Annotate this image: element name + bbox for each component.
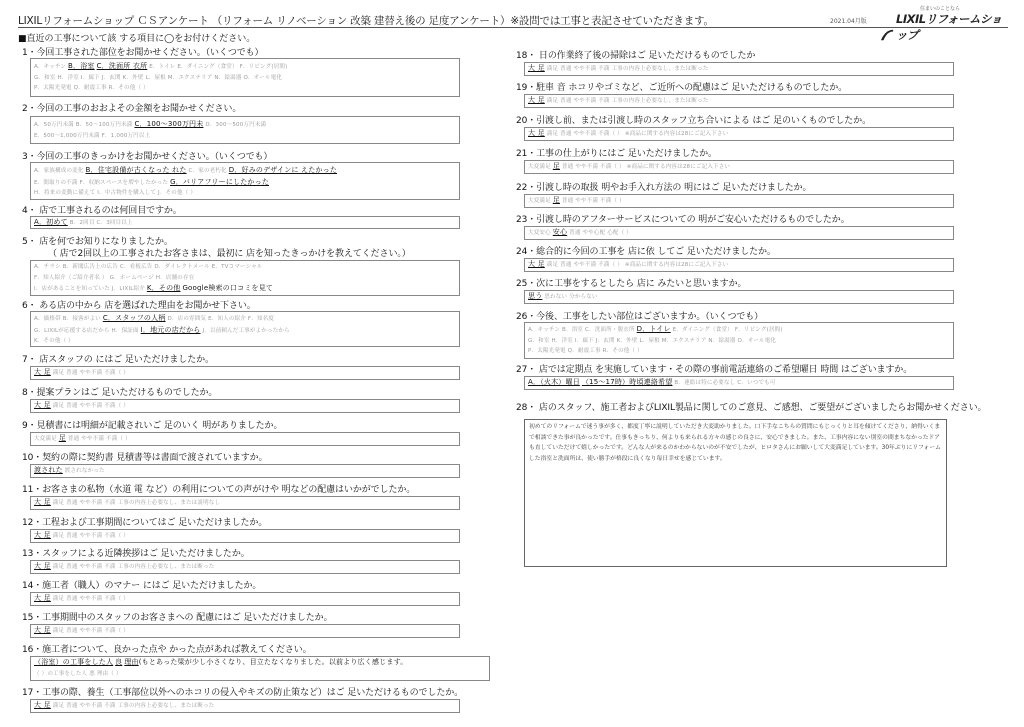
q17-options: 大 足 満足 普通 やや不満 不満 工事の内容上必要なし、または断った: [34, 701, 215, 709]
q2-options: A．50万円未満 B．50〜100万円未満 C．100〜300万円未 D．300〜500万円未満 E．500〜1,000万円未満 F．1,000万円以上: [34, 120, 267, 139]
q7-options: 大 足 満足 普通 やや不満 不満（ ）: [34, 368, 129, 376]
survey-title: LIXILリフォームショップ ＣＳアンケート （リフォーム リノベーション 改築 建替え後の 足度アンケート）※設問では工事と表記させていただきます。: [18, 15, 714, 27]
q17-label: 17・工事の際、養生（工事部位以外へのホコリの侵入やキズの防止策など）はご 足いただけるものでしたか。: [22, 688, 464, 698]
q20-options: 大 足 満足 普通 やや不満 不満（ ） ※商品に関する内容は28にご記入下さい: [528, 129, 729, 137]
q16-reason-label: 理由: [124, 658, 139, 666]
q2-label: 2・今回の工事のおおよその金額をお聞かせください。: [22, 104, 242, 114]
q5-options: A．チラシ B．新聞広告上の広告 C．看板広告 D．ダイレクトメール E．TVコマーシャル F．知人紹介（ご紹介者名 ） G．ホームページ H．店舗の存在 I．店があることを知っていた J．LIXIL紹介 K．その他 Google検索の口コミを見て: [34, 264, 274, 292]
q6-label: 6・ ある店の中から 店を選ばれた理由をお聞かせ下さい。: [22, 301, 256, 311]
q24-label: 24・総合的に今回の工事を 店に依 してご 足いただけましたか。: [516, 247, 776, 257]
q15-options: 大 足 満足 普通 やや不満 不満（ ）: [34, 626, 129, 634]
q18-selected[interactable]: 大 足: [528, 64, 545, 72]
q5-label: 5・ 店を何でお知りになりましたか。: [22, 237, 173, 247]
q28-comment-text: 初めてのリフォームで迷う事が多く、都度丁寧に説明していただき大変助かりました。口下手なこちらの質問にもじっくりと耳を傾けてくださり、納得いくまで相談できた事が良かったです。仕事もきっちり、何よりも来られる方々の感じの良さに、安心できました。また、工事内容にない別室の間まちなかったドアも直していただけて嬉しかったです。どんな人が来るのかわからないのが不安でしたが、ヒロタさんにお願いして大変満足しています。30年ぶりにリフォームした浴室と洗面所は、使い勝手が格段に良くなり毎日幸せを感じています。: [529, 424, 941, 462]
q8-label: 8・提案プランはご 足いただけるものでしたか。: [22, 388, 218, 398]
q11-options: 大 足 満足 普通 やや不満 不満 工事の内容上必要なし、または説明なし: [34, 498, 221, 506]
q4-label: 4・ 店で工事されるのは何回目ですか。: [22, 206, 182, 216]
q26-selected-toilet[interactable]: D．トイレ: [636, 325, 671, 333]
q19-options: 大 足 満足 普通 やや不満 不満 工事の内容上必要なし、または断った: [528, 96, 709, 104]
q24-selected[interactable]: 大 足: [528, 260, 545, 268]
q9-label: 9・見積書には明細が記載されいご 足のいく 明がありましたか。: [22, 421, 283, 431]
q19-label: 19・駐車 音 ホコリやゴミなど、ご近所への配慮はご 足いただけるものでしたか。: [516, 83, 848, 93]
q16-label: 16・施工者について、良かった点や かった点があれば教えてください。: [22, 645, 312, 655]
q11-label: 11・お客さまの私物（水道 電 など）の利用についての声がけや 明などの配慮はいかがでしたか。: [22, 485, 416, 495]
q5-selected-other[interactable]: K．その他: [146, 284, 181, 292]
q1-options: A．キッチン B．浴室 C．洗面所 衣所 E．トイレ E．ダイニング（食堂） F．リビング(居間) G．和室 H．洋室 I．廊下 J．玄関 K．外壁 L．屋根 M．エクステリア N．給湯器 O．オール電化 P．太陽光発電 Q．耐震工事 R．その他（ ）: [34, 62, 288, 91]
q8-selected[interactable]: 大 足: [34, 401, 51, 409]
q27-options: A．（火木）曜日 （15〜17時）時頃連絡希望 B．連絡は特に必要なし C．いつでも可: [528, 378, 776, 386]
q25-selected[interactable]: 思う: [528, 292, 543, 300]
q5-sublabel: （ 店で2回以上の工事されたお客さまは、最初に 店を知ったきっかけを教えてください。）: [48, 249, 411, 259]
q3-selected-barrier-free[interactable]: G．バリアフリーにしたかった: [170, 177, 270, 186]
q3-selected-old-equipment[interactable]: B．住宅設備が古くなった れた: [85, 166, 187, 174]
q14-label: 14・施工者（職人）のマナー にはご 足いただけましたか。: [22, 581, 262, 591]
q22-label: 22・引渡し時の取扱 明やお手入れ方法の 明にはご 足いただけましたか。: [516, 183, 812, 193]
q13-selected[interactable]: 大 足: [34, 562, 51, 570]
q20-selected[interactable]: 大 足: [528, 129, 545, 137]
q1-selected-washroom[interactable]: C．洗面所 衣所: [96, 62, 148, 70]
form-version-date: 2021.04月版: [830, 18, 867, 25]
q9-selected[interactable]: 足: [58, 434, 66, 442]
q25-label: 25・次に工事をするとしたら 店に みたいと思いますか。: [516, 279, 747, 289]
logo-text: LIXILリフォームショップ: [896, 12, 1002, 42]
q21-options: 大変満足 足 普通 やや不満 不満（ ） ※商品に関する内容は28にご記入下さい: [528, 162, 731, 170]
right-column: [512, 0, 1012, 727]
q27-selected-day[interactable]: A．（火木）曜日: [528, 378, 580, 386]
q12-options: 大 足 満足 普通 やや不満 不満（ ）: [34, 531, 129, 539]
q14-options: 大 足 満足 普通 やや不満 不満（ ）: [34, 594, 129, 602]
q6-options: A．価格帯 B．接客がよい C．スタッフの人柄 D．店の雰囲気 E．知人の紹介 F．知名度 G．LIXILが応援する店だから H．保証面 I．地元の店だから J．以前頼んだ工事がよかったから K．その他（ ）: [34, 314, 290, 344]
q15-label: 15・工事期間中のスタッフのお客さまへの 配慮にはご 足いただけましたか。: [22, 613, 333, 623]
q23-options: 大変安心 安心 普通 やや心配 心配（ ）: [528, 228, 632, 236]
q3-options: A．家族構成の変化 B．住宅設備が古くなった れた C．家の老朽化 D．好みのデザインに えたかった E．間取りの不満 F．収納スペースを増やしたかった G．バリアフリーにしたかった H．将来の変動に備えて I．中古物件を購入して J．その他（ ）: [34, 166, 338, 196]
q16-worker-bath[interactable]: （浴室）の工事をした人: [34, 658, 114, 666]
q5-other-text[interactable]: Google検索の口コミを見て: [182, 284, 274, 292]
q26-options: A．キッチン B．浴室 C．洗面所・脱衣所 D．トイレ E．ダイニング（食堂） F．リビング(居間) G．和室 H．洋室 I．廊下 J．玄関 K．外壁 L．屋根 M．エクステリア N．給湯器 O．オール電化 P．太陽光発電 Q．耐震工事 R．その他（ ）: [528, 325, 783, 354]
q22-selected[interactable]: 足: [552, 196, 560, 204]
q25-options: 思う 思わない 分からない: [528, 292, 598, 300]
q7-selected[interactable]: 大 足: [34, 368, 51, 376]
q10-options: 渡された 渡されなかった: [34, 466, 105, 474]
q11-selected[interactable]: 大 足: [34, 498, 51, 506]
q12-label: 12・工程および工事期間についてはご 足いただけましたか。: [22, 518, 268, 528]
q8-options: 大 足 満足 普通 やや不満 不満（ ）: [34, 401, 129, 409]
q13-options: 大 足 満足 普通 やや不満 不満 工事の内容上必要なし、または断った: [34, 562, 215, 570]
q10-label: 10・契約の際に契約書 見積書等は書面で渡されていますか。: [22, 453, 268, 463]
q4-selected-first-time[interactable]: A．初めて: [34, 218, 68, 226]
q24-options: 大 足 満足 普通 やや不満 不満（ ） ※商品に関する内容は28にご記入下さい: [528, 260, 729, 268]
q16-options: （浴室）の工事をした人 良 理由(もとあった梁が少し小さくなり、目立たなくなりました。以前より広く感じます。 （ ）の工事をした人 悪 理由（ ）: [34, 658, 408, 677]
q15-selected[interactable]: 大 足: [34, 626, 51, 634]
q27-selected-time[interactable]: （15〜17時）時頃連絡希望: [581, 378, 673, 386]
left-column: [18, 0, 498, 727]
q12-selected[interactable]: 大 足: [34, 531, 51, 539]
q23-label: 23・引渡し時のアフターサービスについての 明がご安心いただけるものでしたか。: [516, 215, 850, 225]
q18-options: 大 足 満足 普通 やや不満 不満 工事の内容上必要なし、または断った: [528, 64, 709, 72]
q20-label: 20・引渡し前、または引渡し時のスタッフ立ち合いによる はご 足のいくものでしたか。: [516, 116, 871, 126]
q13-label: 13・スタッフによる近隣挨拶はご 足いただけましたか。: [22, 549, 250, 559]
q28-label: 28・ 店のスタッフ、施工者およびLIXIL製品に関してのご意見、ご感想、ご要望がございましたらお聞かせください。: [516, 403, 987, 413]
logo-tagline: 住まいのことなら: [920, 6, 961, 12]
q18-label: 18・ 日の作業終了後の掃除はご 足いただけるものでしたか: [516, 51, 756, 61]
q3-selected-design[interactable]: D．好みのデザインに えたかった: [228, 166, 338, 174]
q16-reason-text[interactable]: (もとあった梁が少し小さくなり、目立たなくなりました。以前より広く感じます。: [138, 658, 408, 666]
q10-selected[interactable]: 渡された: [34, 466, 63, 474]
q9-options: 大変満足 足 普通 やや不満 不満（ ）: [34, 434, 131, 442]
q17-selected[interactable]: 大 足: [34, 701, 51, 709]
q1-selected-bath[interactable]: B．浴室: [68, 62, 95, 70]
q6-selected-staff[interactable]: C．スタッフの人柄: [102, 314, 166, 322]
q23-selected[interactable]: 安心: [552, 228, 568, 236]
q6-selected-local[interactable]: I．地元の店だから: [140, 325, 201, 334]
q7-label: 7・ 店スタッフの にはご 足いただけましたか。: [22, 355, 214, 365]
q21-selected[interactable]: 足: [552, 162, 560, 170]
q26-label: 26・今後、工事をしたい部位はございますか。（いくつでも）: [516, 312, 764, 322]
q16-good[interactable]: 良: [115, 658, 123, 666]
q21-label: 21・工事の仕上がりにはご 足いただけましたか。: [516, 149, 717, 159]
q14-selected[interactable]: 大 足: [34, 594, 51, 602]
q19-selected[interactable]: 大 足: [528, 96, 545, 104]
q4-options: A．初めて B．2回目 C．3回目以上: [34, 218, 133, 226]
q27-label: 27・ 店では定期点 を実施しています・その際の事前電話連絡のご希望曜日 時間 はございますか。: [516, 365, 913, 375]
q3-label: 3・今回の工事のきっかけをお聞かせください。（いくつでも）: [22, 152, 273, 162]
q22-options: 大変満足 足 普通 やや不満 不満（ ）: [528, 196, 625, 204]
q2-selected-amount[interactable]: C．100〜300万円未: [134, 120, 204, 128]
section-title: ■直近の工事について該 する項目に◯をお付けください。: [18, 34, 256, 44]
q1-label: 1・今回工事された部位をお聞かせください。（いくつでも）: [22, 48, 264, 58]
